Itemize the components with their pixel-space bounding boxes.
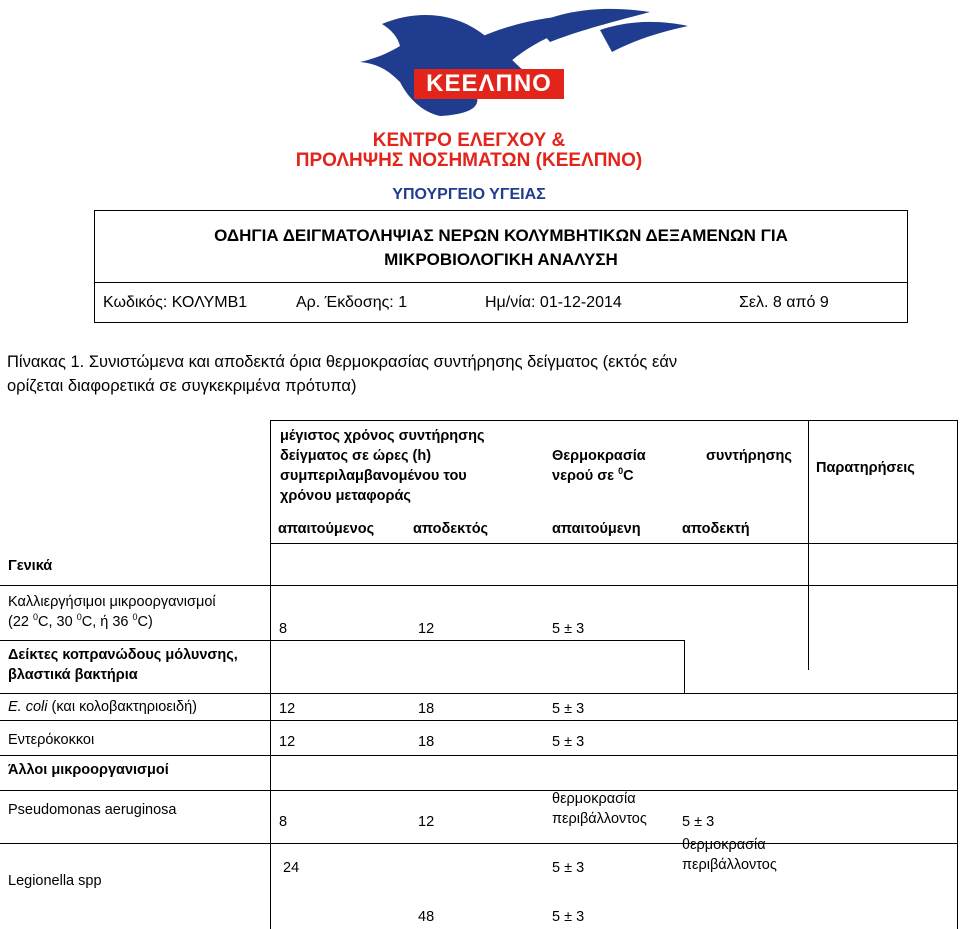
table-row3-line xyxy=(0,720,958,721)
logo-line-3: ΥΠΟΥΡΓΕΙΟ ΥΓΕΙΑΣ xyxy=(392,186,546,203)
keelpno-logo xyxy=(240,2,698,208)
header-preservation: συντήρησης xyxy=(706,448,792,464)
caption-line-2: ορίζεται διαφορετικά σε συγκεκριμένα πρότυπα) xyxy=(7,377,357,395)
table-col-line-1 xyxy=(270,420,271,929)
caption-line-1: Πίνακας 1. Συνιστώμενα και αποδεκτά όρια θερμοκρασίας συντήρησης δείγματος (εκτός εάν xyxy=(7,353,678,371)
row5-name: Pseudomonas aeruginosa xyxy=(8,802,177,818)
row5-temp: θερμοκρασία περιβάλλοντος xyxy=(552,791,647,827)
table-general-line xyxy=(0,585,958,586)
row1-name: Καλλιεργήσιμοι μικροοργανισμοί (22 $^0$C, 30 $^0$C, ή 36 $^0$C) xyxy=(8,594,216,630)
row6-temp: 5 ± 3 xyxy=(552,860,585,876)
doc-code: Κωδικός: ΚΟΛΥΜΒ1 xyxy=(103,294,248,311)
table-row5-line xyxy=(0,790,958,791)
sub-accepted-temp: αποδεκτή xyxy=(682,521,750,537)
row1-accepted: 12 xyxy=(418,621,435,637)
header-max-time: μέγιστος χρόνος συντήρησης δείγματος σε ώρες (h) συμπεριλαμβανομένου του χρόνου μεταφοράς xyxy=(280,428,485,504)
table-row2-line xyxy=(0,693,958,694)
dove-icon xyxy=(240,2,698,122)
doc-page: Σελ. 8 από 9 xyxy=(739,294,829,311)
row3-required: 12 xyxy=(279,701,296,717)
sub-required-temp: απαιτούμενη xyxy=(552,521,641,537)
row5-accepted: 12 xyxy=(418,814,435,830)
logo-line-1: ΚΕΝΤΡΟ ΕΛΕΓΧΟΥ & xyxy=(372,130,566,151)
table-col-line-notes xyxy=(808,420,809,670)
row7-accepted: 48 xyxy=(418,909,435,925)
table-header-line xyxy=(270,543,958,544)
document-header xyxy=(94,210,908,323)
row6-required: 24 xyxy=(283,860,300,876)
table-right-border xyxy=(957,420,958,929)
row5-required: 8 xyxy=(279,814,288,830)
row5-temp-accepted: 5 ± 3 xyxy=(682,814,715,830)
row3-name: E. coli (και κολοβακτηριοειδή) xyxy=(8,699,197,715)
row3-accepted: 18 xyxy=(418,701,435,717)
table-top-border xyxy=(270,420,958,421)
document-title xyxy=(95,211,907,283)
logo-line-2: ΠΡΟΛΗΨΗΣ ΝΟΣΗΜΑΤΩΝ (ΚΕΕΛΠΝΟ) xyxy=(295,150,643,171)
row4-accepted: 18 xyxy=(418,734,435,750)
row7-temp: 5 ± 3 xyxy=(552,909,585,925)
table-row4-line xyxy=(0,755,958,756)
sub-required-time: απαιτούμενος xyxy=(278,521,375,537)
row6-temp-accepted: θερμοκρασία περιβάλλοντος xyxy=(682,837,777,873)
row4-required: 12 xyxy=(279,734,296,750)
table-row6-line xyxy=(0,843,958,844)
sample-preservation-table xyxy=(0,420,958,929)
table-caption xyxy=(7,350,947,398)
row1-required: 8 xyxy=(279,621,288,637)
row4-name: Εντερόκοκκοι xyxy=(8,732,95,748)
sub-accepted-time: αποδεκτός xyxy=(413,521,489,537)
row6-name: Legionella spp xyxy=(8,873,102,889)
row3-temp: 5 ± 3 xyxy=(552,701,585,717)
logo-org-badge: ΚΕΕΛΠΝΟ xyxy=(414,69,564,99)
row2-name: Δείκτες κοπρανώδους μόλυνσης, βλαστικά βακτήρια xyxy=(8,647,238,683)
header-notes: Παρατηρήσεις xyxy=(816,460,915,476)
doc-edition: Αρ. Έκδοσης: 1 xyxy=(296,294,408,311)
row1-temp: 5 ± 3 xyxy=(552,621,585,637)
header-water-temp: Θερμοκρασία νερού σε $^0$C xyxy=(552,448,646,484)
section-other: Άλλοι μικροοργανισμοί xyxy=(8,762,169,778)
section-general: Γενικά xyxy=(8,558,53,574)
title-line-1: ΟΔΗΓΙΑ ΔΕΙΓΜΑΤΟΛΗΨΙΑΣ ΝΕΡΩΝ ΚΟΛΥΜΒΗΤΙΚΩΝ ΔΕΞΑΜΕΝΩΝ ΓΙΑ xyxy=(214,226,788,245)
table-row1-line xyxy=(0,640,684,641)
table-col-line-acc xyxy=(684,640,685,694)
title-line-2: ΜΙΚΡΟΒΙΟΛΟΓΙΚΗ ΑΝΑΛΥΣΗ xyxy=(384,250,618,269)
row4-temp: 5 ± 3 xyxy=(552,734,585,750)
doc-date: Ημ/νία: 01-12-2014 xyxy=(485,294,622,311)
